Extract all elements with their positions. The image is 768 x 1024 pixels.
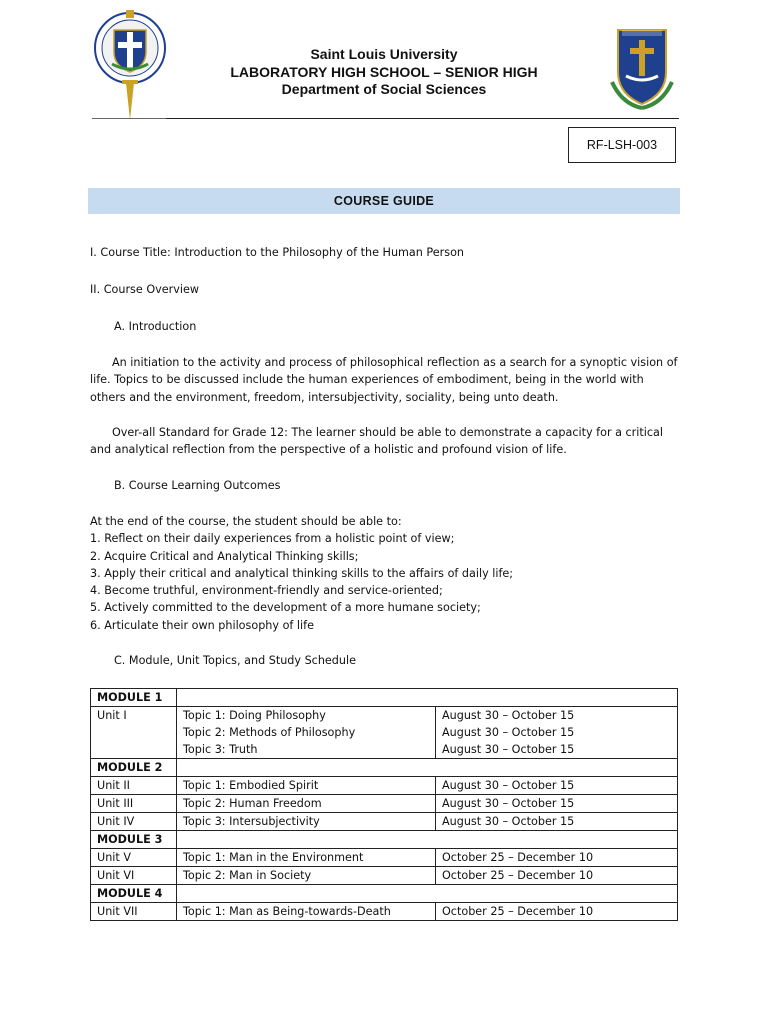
unit-cell: Unit II: [91, 777, 177, 795]
table-row: [91, 831, 678, 849]
date-cell: October 25 – December 10: [436, 903, 678, 921]
unit-cell: Unit VI: [91, 867, 177, 885]
unit-cell: Unit I: [91, 707, 177, 759]
topic-cell: Topic 2: Man in Society: [177, 867, 436, 885]
unit-cell: Unit VII: [91, 903, 177, 921]
topic-line: Topic 3: Truth: [183, 743, 258, 756]
table-row: [91, 885, 678, 903]
empty-cell: [177, 831, 678, 849]
department-name: Department of Social Sciences: [281, 81, 487, 97]
date-line: August 30 – October 15: [442, 709, 575, 722]
unit-cell: Unit IV: [91, 813, 177, 831]
date-cell: August 30 – October 15: [436, 795, 678, 813]
empty-cell: [177, 689, 678, 707]
outcome-item: 6. Articulate their own philosophy of life: [90, 618, 314, 632]
date-cell: August 30 – October 15: [436, 813, 678, 831]
header-title-block: [170, 46, 598, 99]
topic-cell: Topic 1: Embodied Spirit: [177, 777, 436, 795]
module-cell: MODULE 1: [91, 689, 177, 707]
schedule-heading: C. Module, Unit Topics, and Study Schedule: [114, 654, 356, 667]
empty-cell: [177, 885, 678, 903]
table-row: [91, 867, 678, 885]
unit-cell: Unit III: [91, 795, 177, 813]
empty-cell: [177, 759, 678, 777]
module-cell: MODULE 4: [91, 885, 177, 903]
topic-cell: Topic 2: Human Freedom: [177, 795, 436, 813]
unit-cell: Unit V: [91, 849, 177, 867]
table-row: [91, 795, 678, 813]
topic-cell: [177, 707, 436, 759]
overview-heading: II. Course Overview: [90, 283, 199, 296]
topic-line: Topic 1: Doing Philosophy: [183, 709, 326, 722]
outcome-item: 5. Actively committed to the development of a more humane society;: [90, 601, 481, 615]
module-cell: MODULE 3: [91, 831, 177, 849]
topic-cell: Topic 1: Man as Being-towards-Death: [177, 903, 436, 921]
outcome-item: 1. Reflect on their daily experiences from a holistic point of view;: [90, 532, 455, 546]
outcome-item: 4. Become truthful, environment-friendly and service-oriented;: [90, 584, 443, 598]
outcome-item: 2. Acquire Critical and Analytical Thinking skills;: [90, 549, 359, 563]
date-cell: October 25 – December 10: [436, 867, 678, 885]
date-cell: August 30 – October 15: [436, 777, 678, 795]
date-cell: October 25 – December 10: [436, 849, 678, 867]
study-schedule-table: [90, 688, 678, 921]
course-guide-title: COURSE GUIDE: [333, 194, 435, 208]
table-row: [91, 777, 678, 795]
table-row: [91, 903, 678, 921]
course-title-line: I. Course Title: Introduction to the Philosophy of the Human Person: [90, 246, 465, 259]
introduction-heading: A. Introduction: [114, 320, 197, 333]
table-row: [91, 813, 678, 831]
school-name: LABORATORY HIGH SCHOOL – SENIOR HIGH: [230, 63, 538, 80]
table-row: [91, 759, 678, 777]
module-cell: MODULE 2: [91, 759, 177, 777]
course-guide-banner: [88, 188, 680, 214]
introduction-paragraph: An initiation to the activity and process of philosophical reflection as a search for a synoptic vision of life. Topics to be discussed include the human experiences of embodiment, being in the world with others and the environment, freedom, intersubjectivity, sociality, being unto death.: [90, 356, 678, 404]
outcomes-intro: At the end of the course, the student should be able to:: [90, 515, 402, 528]
outcomes-heading: B. Course Learning Outcomes: [114, 479, 281, 492]
topic-cell: Topic 1: Man in the Environment: [177, 849, 436, 867]
form-code-box: RF-LSH-003: [568, 127, 676, 163]
slu-seal-logo-left: [92, 8, 168, 122]
topic-line: Topic 2: Methods of Philosophy: [183, 726, 356, 739]
date-line: August 30 – October 15: [442, 743, 575, 756]
overall-standard-paragraph: Over-all Standard for Grade 12: The learner should be able to demonstrate a capacity for a critical and analytical reflection from the perspective of a holistic and profound vision of life.: [90, 426, 663, 457]
table-row: [91, 689, 678, 707]
outcomes-list: [90, 513, 690, 634]
header-rule-left: [92, 118, 166, 119]
university-name: Saint Louis University: [310, 46, 458, 62]
table-row: [91, 849, 678, 867]
outcome-item: 3. Apply their critical and analytical thinking skills to the affairs of daily life;: [90, 566, 514, 580]
topic-cell: Topic 3: Intersubjectivity: [177, 813, 436, 831]
date-cell: [436, 707, 678, 759]
slu-seal-logo-right: [608, 26, 676, 112]
header-rule: [166, 118, 679, 119]
table-row: [91, 707, 678, 759]
date-line: August 30 – October 15: [442, 726, 575, 739]
